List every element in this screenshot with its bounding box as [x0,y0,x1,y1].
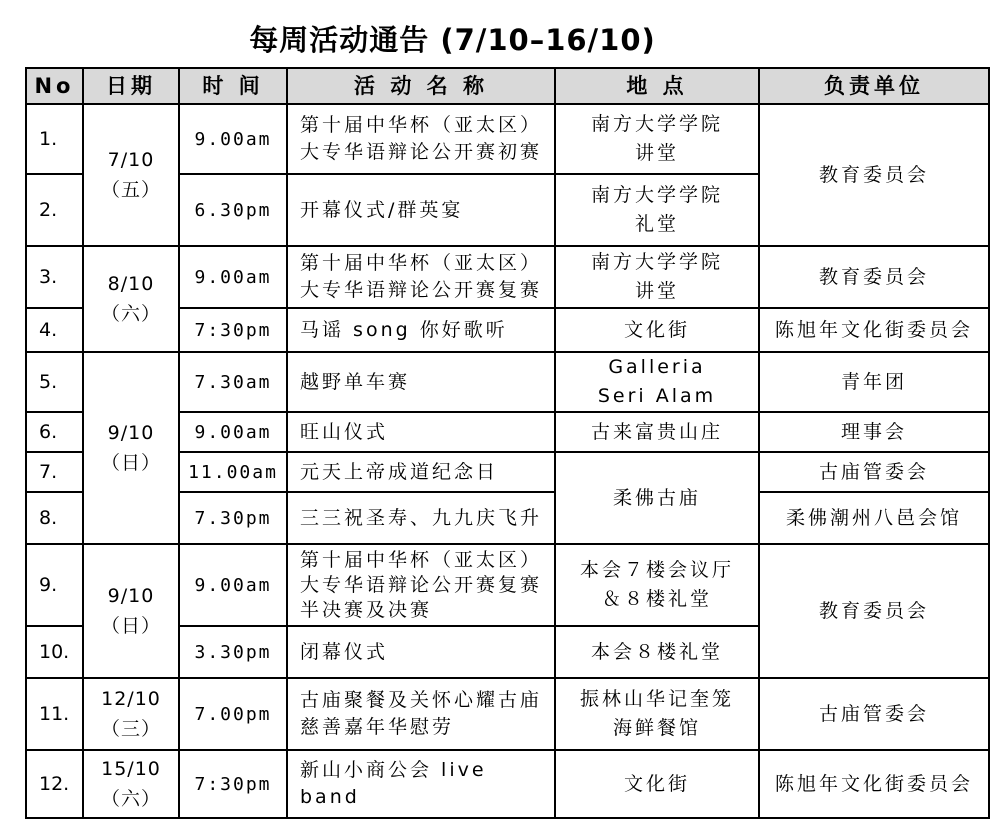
weekday: （六） [100,788,161,810]
date-cell [83,352,179,544]
date: 12/10 [101,688,161,710]
weekday: （三） [100,718,161,740]
row-number: 1. [26,104,83,174]
activity-line: 大专华语辩论公开赛复赛 [300,279,543,301]
org-cell: 陈旭年文化街委员会 [759,308,989,352]
venue-line: ＆８楼礼堂 [601,588,712,610]
venue-line: 讲堂 [634,142,679,164]
org-cell: 教育委员会 [759,544,989,678]
activity-line: 古庙聚餐及关怀心耀古庙 [300,689,543,711]
activity-cell [287,452,555,492]
weekday: （日） [100,452,161,474]
activity-line: band [300,786,360,808]
row-number: 6. [26,412,83,452]
venue-cell [555,678,759,750]
weekday: （六） [100,303,161,325]
org-cell: 古庙管委会 [759,678,989,750]
activity-line: 大专华语辩论公开赛初赛 [300,141,543,163]
header-row [26,68,989,104]
header-no: No [26,68,83,104]
date-cell [83,678,179,750]
header-activity: 活 动 名 称 [287,68,555,104]
org-cell: 古庙管委会 [759,452,989,492]
row-number: 3. [26,246,83,308]
activity-line: 大专华语辩论公开赛复赛 [300,573,543,596]
activity-cell [287,626,555,678]
venue-line: 古来富贵山庄 [590,420,723,443]
time-cell: 9.00am [179,104,287,174]
time-cell: 7.30pm [179,492,287,544]
header-time: 时 间 [179,68,287,104]
activity-cell [287,678,555,750]
time-cell: 7:30pm [179,308,287,352]
org-cell: 教育委员会 [759,104,989,246]
org-cell: 柔佛潮州八邑会馆 [759,492,989,544]
activity-line: 闭幕仪式 [300,640,389,663]
table-row [26,544,989,626]
header-org: 负责单位 [759,68,989,104]
time-cell: 3.30pm [179,626,287,678]
org-cell: 陈旭年文化街委员会 [759,750,989,818]
venue-cell [555,750,759,818]
date-cell [83,246,179,352]
row-number: 4. [26,308,83,352]
table-row [26,750,989,818]
activity-cell [287,104,555,174]
venue-cell [555,544,759,626]
activity-cell [287,750,555,818]
activity-cell [287,308,555,352]
activity-cell [287,352,555,412]
venue-line: 文化街 [623,318,690,341]
activity-line: 三三祝圣寿、九九庆飞升 [300,506,543,529]
row-number: 2. [26,174,83,246]
venue-line: 南方大学学院 [590,184,723,206]
venue-cell [555,352,759,412]
venue-cell [555,412,759,452]
venue-line: 柔佛古庙 [612,486,701,509]
activity-line: 元天上帝成道纪念日 [300,460,499,483]
row-number: 9. [26,544,83,626]
row-number: 8. [26,492,83,544]
venue-line: 讲堂 [634,280,679,302]
activity-cell [287,246,555,308]
venue-line: 振林山华记奎笼 [579,688,734,710]
activity-cell [287,492,555,544]
activity-line: 第十届中华杯（亚太区） [300,114,543,136]
table-row [26,678,989,750]
venue-line: Galleria [608,356,706,378]
venue-line: Seri Alam [597,385,717,407]
activity-cell [287,412,555,452]
activity-cell [287,174,555,246]
time-cell: 7.30am [179,352,287,412]
venue-line: 礼堂 [634,213,679,235]
date: 8/10 [107,273,155,295]
activity-line: 第十届中华杯（亚太区） [300,548,543,571]
venue-cell [555,174,759,246]
org-cell: 教育委员会 [759,246,989,308]
time-cell: 7:30pm [179,750,287,818]
time-cell: 9.00am [179,544,287,626]
activity-line: 慈善嘉年华慰劳 [300,716,455,738]
activity-line: 马谣 song 你好歌听 [300,318,508,341]
date-cell [83,544,179,678]
venue-line: 本会８楼礼堂 [590,640,723,663]
time-cell: 7.00pm [179,678,287,750]
venue-cell [555,246,759,308]
row-number: 10. [26,626,83,678]
venue-line: 文化街 [623,772,690,795]
weekday: （日） [100,615,161,637]
header-date: 日期 [83,68,179,104]
org-cell: 青年团 [759,352,989,412]
page-title: 每周活动通告 (7/10–16/10) [249,23,656,57]
venue-line: 本会７楼会议厅 [579,559,734,581]
time-cell: 9.00am [179,246,287,308]
venue-line: 海鲜餐馆 [612,717,701,739]
time-cell: 11.00am [179,452,287,492]
time-cell: 6.30pm [179,174,287,246]
venue-line: 南方大学学院 [590,251,723,273]
date-cell [83,750,179,818]
date: 9/10 [107,422,155,444]
venue-line: 南方大学学院 [590,113,723,135]
date-cell [83,104,179,246]
weekday: （五） [100,179,161,201]
activity-line: 半决赛及决赛 [300,598,433,621]
date: 7/10 [107,149,155,171]
activity-line: 开幕仪式/群英宴 [300,198,464,221]
org-cell: 理事会 [759,412,989,452]
table-row [26,104,989,174]
venue-cell [555,104,759,174]
venue-cell [555,626,759,678]
activity-line: 新山小商公会 live [300,759,487,781]
table-row [26,352,989,412]
date: 9/10 [107,585,155,607]
time-cell: 9.00am [179,412,287,452]
activity-line: 第十届中华杯（亚太区） [300,252,543,274]
venue-cell [555,308,759,352]
venue-cell [555,452,759,544]
row-number: 12. [26,750,83,818]
row-number: 11. [26,678,83,750]
activity-cell [287,544,555,626]
row-number: 7. [26,452,83,492]
schedule-table [25,67,990,819]
activity-line: 越野单车赛 [300,370,411,393]
activity-line: 旺山仪式 [300,420,389,443]
date: 15/10 [101,758,161,780]
header-venue: 地 点 [555,68,759,104]
table-row [26,246,989,308]
row-number: 5. [26,352,83,412]
